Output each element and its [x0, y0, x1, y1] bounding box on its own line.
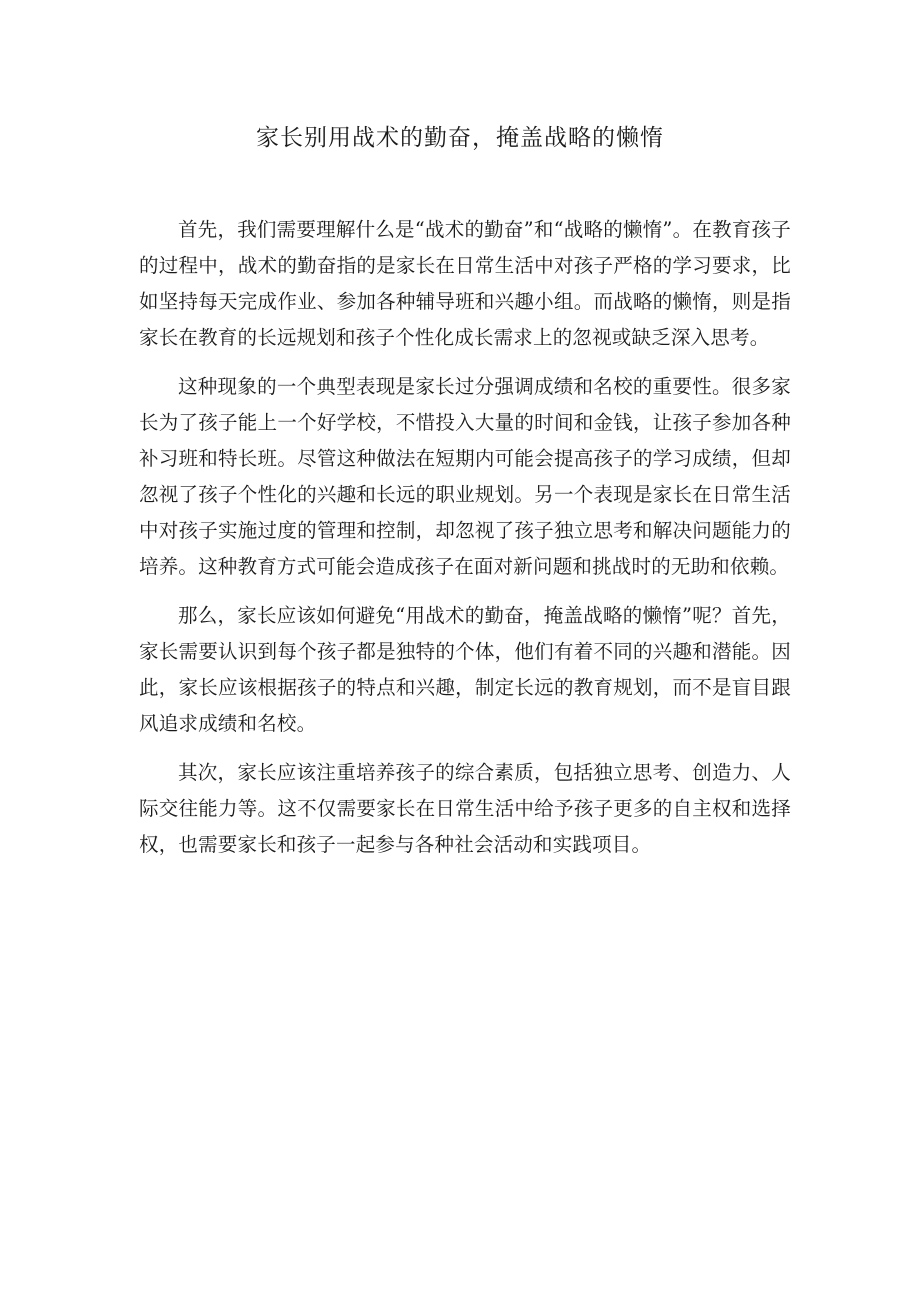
paragraph-1: 首先，我们需要理解什么是“战术的勤奋”和“战略的懒惰”。在教育孩子的过程中，战术的勤奋指的是家长在日常生活中对孩子严格的学习要求，比如坚持每天完成作业、参加各种辅导班和兴趣小组。而战略的懒惰，则是指家长在教育的长远规划和孩子个性化成长需求上的忽视或缺乏深入思考。: [139, 218, 791, 349]
article-body: [139, 212, 791, 876]
page-title: 家长别用战术的勤奋，掩盖战略的懒惰: [256, 125, 664, 151]
paragraph-4: 其次，家长应该注重培养孩子的综合素质，包括独立思考、创造力、人际交往能力等。这不仅需要家长在日常生活中给予孩子更多的自主权和选择权，也需要家长和孩子一起参与各种社会活动和实践项目。: [139, 761, 791, 856]
paragraph-3: 那么，家长应该如何避免“用战术的勤奋，掩盖战略的懒惰”呢？首先，家长需要认识到每个孩子都是独特的个体，他们有着不同的兴趣和潜能。因此，家长应该根据孩子的特点和兴趣，制定长远的教育规划，而不是盲目跟风追求成绩和名校。: [139, 604, 791, 735]
paragraph-2: 这种现象的一个典型表现是家长过分强调成绩和名校的重要性。很多家长为了孩子能上一个好学校，不惜投入大量的时间和金钱，让孩子参加各种补习班和特长班。尽管这种做法在短期内可能会提高孩子的学习成绩，但却忽视了孩子个性化的兴趣和长远的职业规划。另一个表现是家长在日常生活中对孩子实施过度的管理和控制，却忽视了孩子独立思考和解决问题能力的培养。这种教育方式可能会造成孩子在面对新问题和挑战时的无助和依赖。: [139, 375, 791, 578]
